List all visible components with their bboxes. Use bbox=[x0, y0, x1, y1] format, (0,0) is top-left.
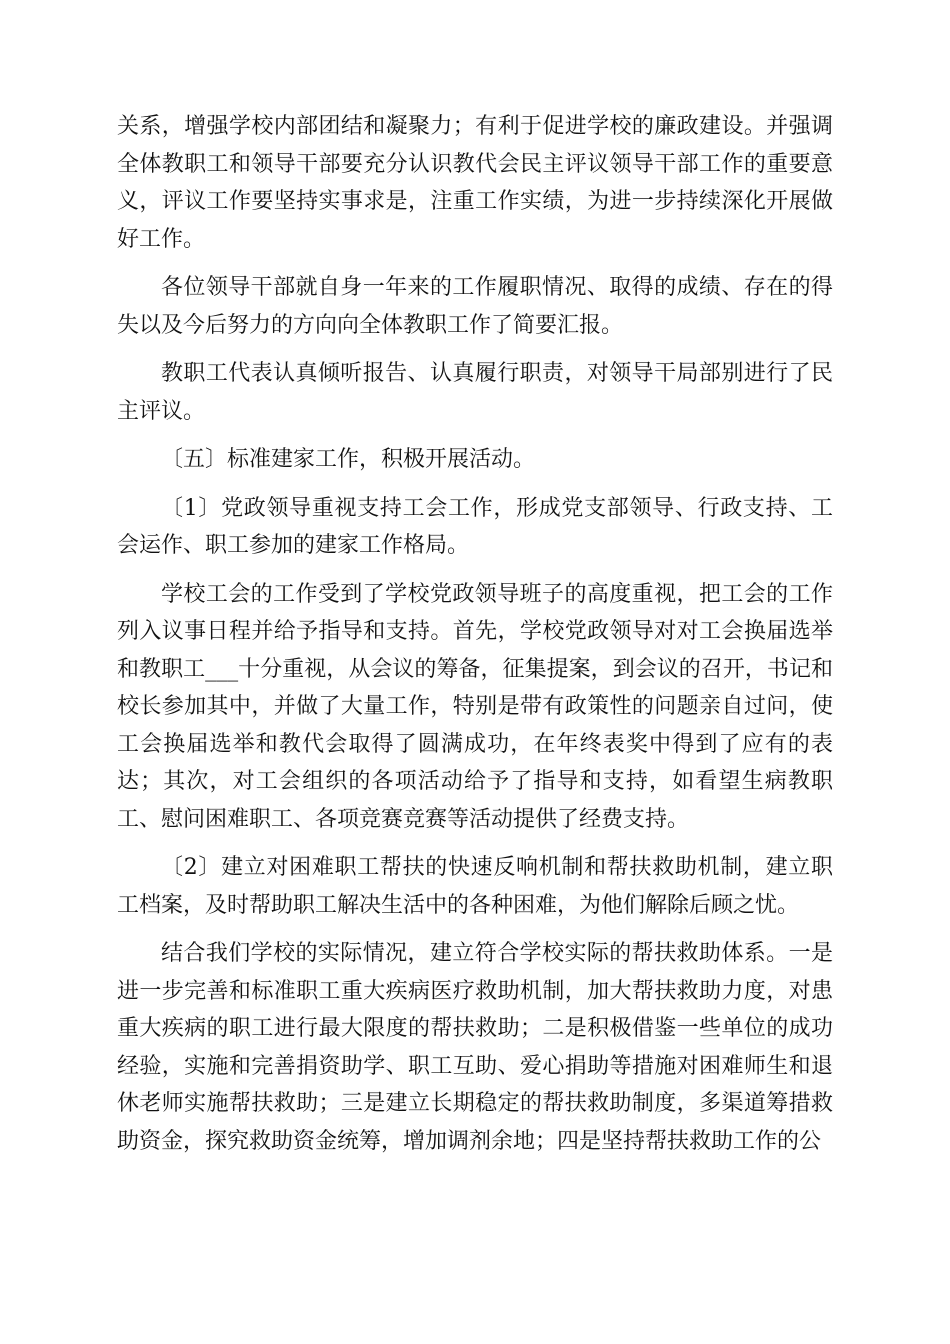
paragraph-3: 教职工代表认真倾听报告、认真履行职责，对领导干局部别进行了民主评议。 bbox=[117, 361, 833, 424]
subsection-1: 〔1〕党政领导重视支持工会工作，形成党支部领导、行政支持、工会运作、职工参加的建家工作格局。 bbox=[117, 495, 833, 558]
subsection-2: 〔2〕建立对困难职工帮扶的快速反响机制和帮扶救助机制，建立职工档案，及时帮助职工解决生活中的各种困难，为他们解除后顾之忧。 bbox=[117, 855, 833, 918]
paragraph-2: 各位领导干部就自身一年来的工作履职情况、取得的成绩、存在的得失以及今后努力的方向向全体教职工作了简要汇报。 bbox=[117, 275, 833, 338]
paragraph-1: 关系，增强学校内部团结和凝聚力；有利于促进学校的廉政建设。并强调全体教职工和领导干部要充分认识教代会民主评议领导干部工作的重要意义，评议工作要坚持实事求是，注重工作实绩，为进一步持续深化开展做好工作。 bbox=[117, 114, 833, 252]
paragraph-assistance-system: 结合我们学校的实际情况，建立符合学校实际的帮扶救助体系。一是进一步完善和标准职工重大疾病医疗救助机制，加大帮扶救助力度，对患重大疾病的职工进行最大限度的帮扶救助；二是积极借鉴一些单位的成功经验，实施和完善捐资助学、职工互助、爱心捐助等措施对困难师生和退休老师实施帮扶救助；三是建立长期稳定的帮扶救助制度，多渠道筹措救助资金，探究救助资金统筹，增加调剂余地；四是坚持帮扶救助工作的公 bbox=[117, 941, 833, 1154]
section-heading-5: 〔五〕标准建家工作，积极开展活动。 bbox=[161, 447, 536, 472]
document-body bbox=[117, 108, 833, 1171]
paragraph-union-support: 学校工会的工作受到了学校党政领导班子的高度重视，把工会的工作列入议事日程并给予指导和支持。首先，学校党政领导对对工会换届选举和教职工___十分重视，从会议的筹备，征集提案，到会议的召开，书记和校长参加其中，并做了大量工作，特别是带有政策性的问题亲自过问，使工会换届选举和教代会取得了圆满成功，在年终表奖中得到了应有的表达；其次，对工会组织的各项活动给予了指导和支持，如看望生病教职工、慰问困难职工、各项竞赛竞赛等活动提供了经费支持。 bbox=[117, 581, 833, 832]
